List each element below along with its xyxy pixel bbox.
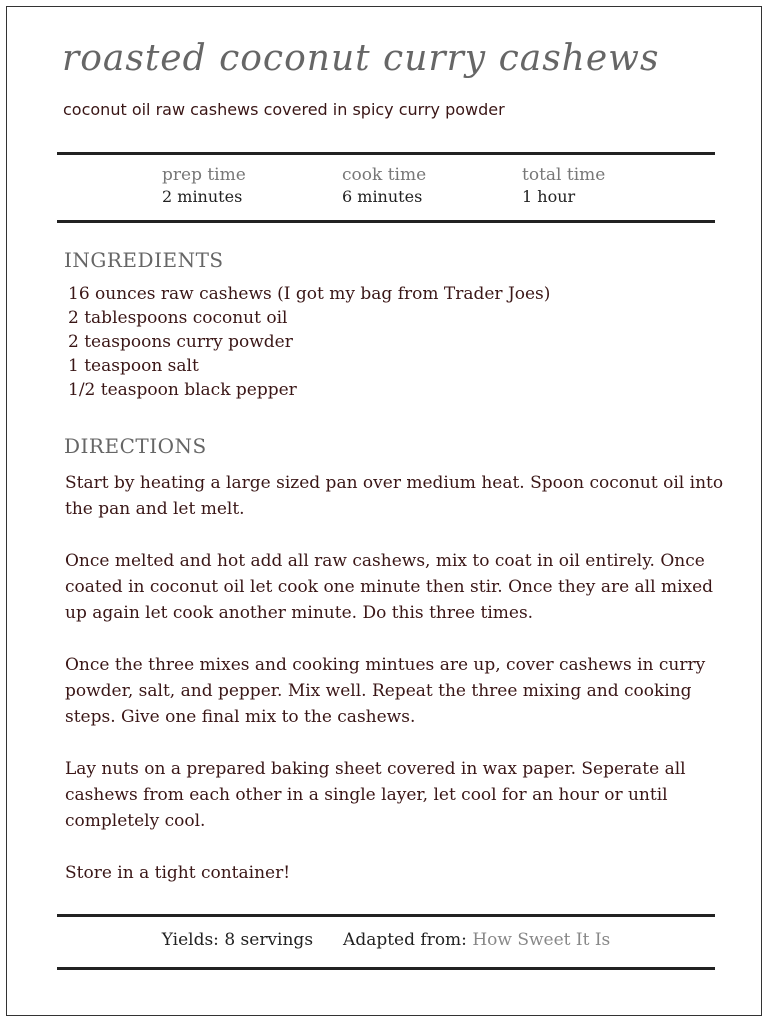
cook-time (342, 164, 426, 208)
total-time-label: total time (522, 165, 606, 185)
prep-time-label: prep time (162, 165, 246, 185)
ingredient-item: 1 teaspoon salt (68, 356, 199, 376)
yields-text: Yields: 8 servings (161, 930, 314, 950)
prep-time (162, 164, 246, 208)
recipe-subtitle: coconut oil raw cashews covered in spicy curry powder (63, 100, 505, 119)
direction-step: Store in a tight container! (65, 863, 291, 883)
directions-list (65, 470, 725, 912)
total-time-value: 1 hour (522, 187, 576, 206)
ingredient-item: 16 ounces raw cashews (I got my bag from Trader Joes) (68, 284, 551, 304)
adapted-label: Adapted from: (343, 930, 467, 950)
prep-time-value: 2 minutes (162, 187, 243, 206)
total-time (522, 164, 605, 208)
directions-heading: DIRECTIONS (64, 434, 207, 458)
direction-step: Once melted and hot add all raw cashews, mix to coat in oil entirely. Once coated in coconut oil let cook one minute then stir. Once they are all mixed up again let cook another minute. Do this three times. (65, 551, 714, 623)
divider-top (57, 152, 715, 155)
cook-time-label: cook time (342, 165, 427, 185)
recipe-title: roasted coconut curry cashews (62, 38, 660, 79)
divider-footer-bottom (57, 967, 715, 970)
direction-step: Once the three mixes and cooking mintues are up, cover cashews in curry powder, salt, and pepper. Mix well. Repeat the three mixing and cooking steps. Give one final mix to the cashews. (65, 655, 706, 727)
divider-times (57, 220, 715, 223)
ingredient-item: 1/2 teaspoon black pepper (68, 380, 297, 400)
cook-time-value: 6 minutes (342, 187, 423, 206)
ingredient-item: 2 teaspoons curry powder (68, 332, 293, 352)
direction-step: Start by heating a large sized pan over medium heat. Spoon coconut oil into the pan and let melt. (65, 473, 724, 519)
ingredients-list (68, 282, 550, 402)
divider-footer-top (57, 914, 715, 917)
recipe-footer (0, 930, 772, 950)
adapted-source-link[interactable]: How Sweet It Is (472, 930, 611, 950)
direction-step: Lay nuts on a prepared baking sheet covered in wax paper. Seperate all cashews from each other in a single layer, let cool for an hour or until completely cool. (65, 759, 686, 831)
ingredient-item: 2 tablespoons coconut oil (68, 308, 288, 328)
ingredients-heading: INGREDIENTS (64, 248, 224, 272)
